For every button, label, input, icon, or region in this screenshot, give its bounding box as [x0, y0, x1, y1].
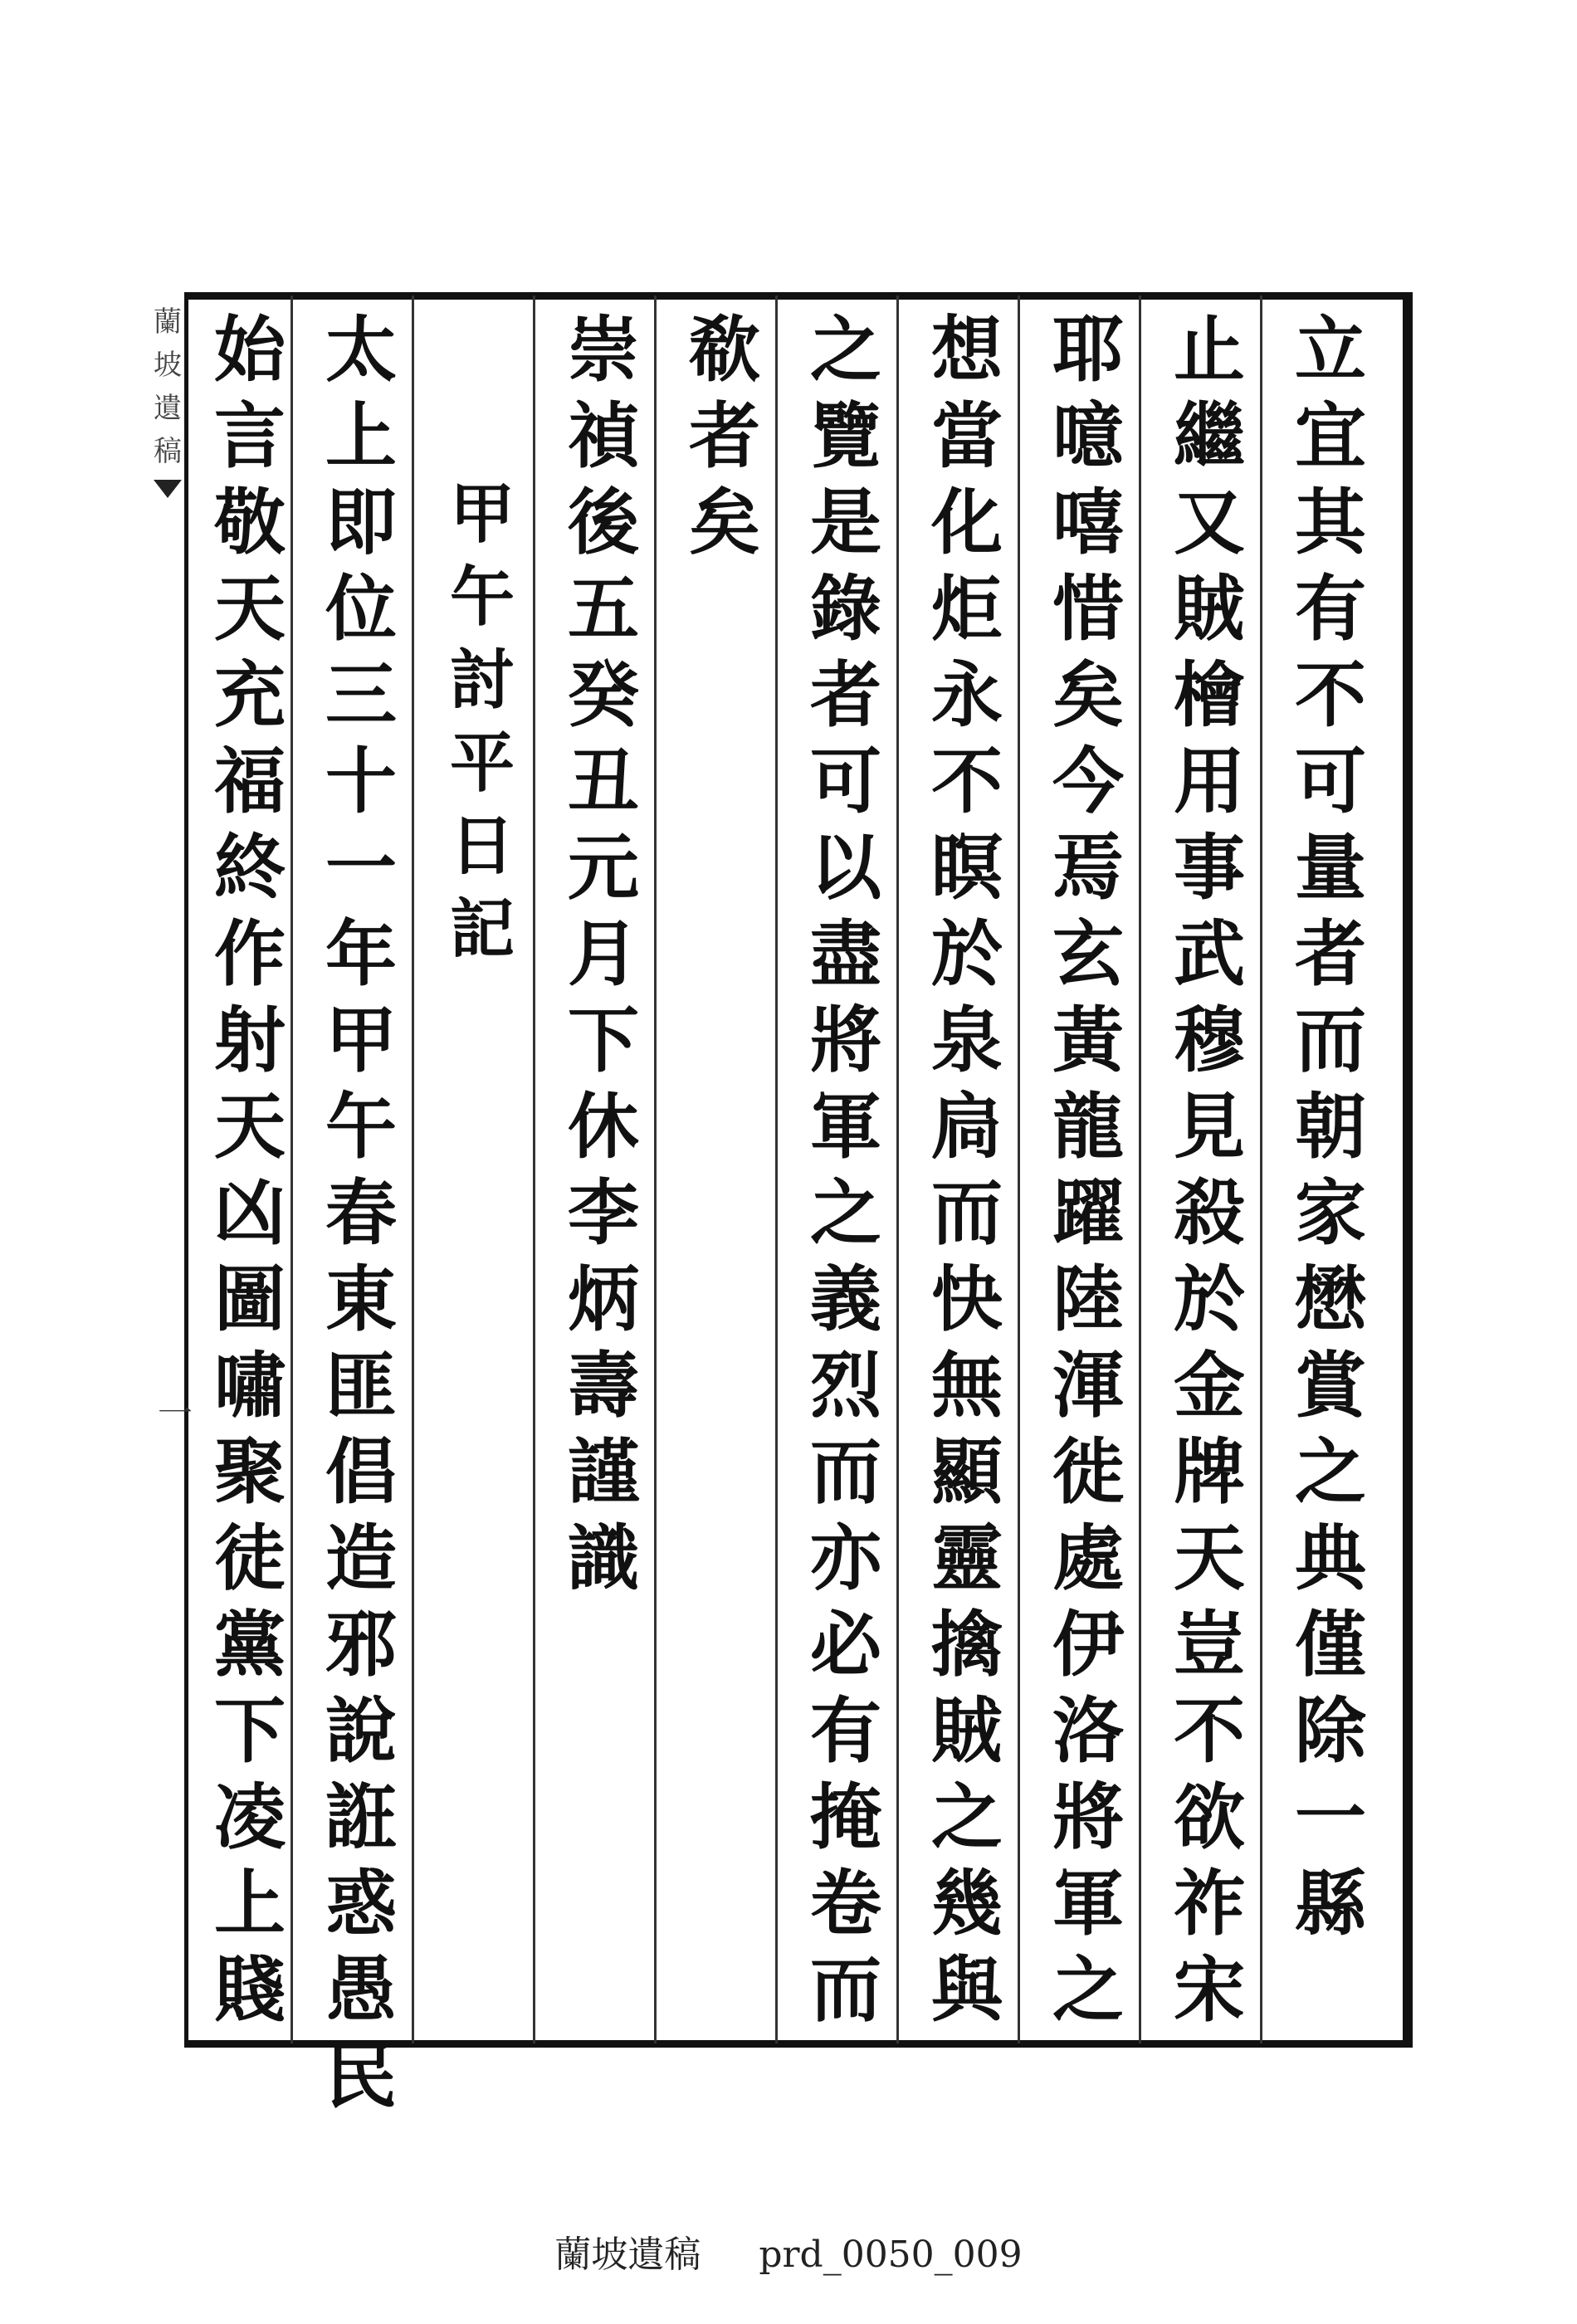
- page-footer: [0, 2224, 1577, 2278]
- column-char: 事: [1174, 826, 1245, 910]
- margin-char: 坡: [154, 349, 182, 382]
- column-char: 休: [568, 1085, 639, 1169]
- column-char: 而: [1295, 998, 1366, 1082]
- column-char: 朝: [1295, 1085, 1366, 1169]
- column-char: 凌: [214, 1775, 286, 1859]
- column-char: 嘻: [1052, 481, 1124, 564]
- column-char: 典: [1295, 1516, 1366, 1600]
- text-column-2: [1147, 307, 1272, 2034]
- margin-char: 稿: [154, 435, 182, 468]
- column-char: 終: [214, 826, 286, 910]
- column-char: 後: [568, 481, 639, 564]
- column-char: 與: [931, 1948, 1003, 2032]
- column-char: 者: [1295, 912, 1366, 996]
- column-char: 炳: [568, 1257, 639, 1341]
- column-char: 之: [810, 308, 881, 392]
- text-column-5: [784, 307, 908, 2034]
- column-char: 量: [1295, 826, 1366, 910]
- column-char: 於: [931, 912, 1003, 996]
- column-char: 下: [214, 1689, 286, 1773]
- column-char: 渾: [1052, 1344, 1124, 1428]
- column-char: 五: [568, 567, 639, 651]
- column-char: 李: [568, 1171, 639, 1255]
- column-char: 縣: [1295, 1862, 1366, 1946]
- text-column-1: [1268, 307, 1393, 1947]
- column-char: 卷: [810, 1862, 881, 1946]
- column-char: 凶: [214, 1171, 286, 1255]
- column-char: 除: [1295, 1689, 1366, 1773]
- column-char: 化: [931, 481, 1003, 564]
- column-char: 春: [325, 1171, 397, 1255]
- column-char: 不: [1295, 653, 1366, 737]
- text-column-9: [299, 307, 423, 2120]
- column-char: 徒: [214, 1516, 286, 1600]
- column-char: 甲: [325, 998, 397, 1082]
- column-char: 天: [214, 567, 286, 651]
- column-char: 記: [449, 891, 515, 967]
- column-char: 惑: [325, 1862, 397, 1946]
- column-char: 立: [1295, 308, 1366, 392]
- column-char: 永: [931, 653, 1003, 737]
- column-char: 之: [931, 1775, 1003, 1859]
- column-char: 之: [1295, 1430, 1366, 1514]
- column-char: 顯: [931, 1430, 1003, 1514]
- column-char: 金: [1174, 1344, 1245, 1428]
- column-char: 掩: [810, 1775, 881, 1859]
- column-char: 下: [568, 998, 639, 1082]
- column-char: 射: [214, 998, 286, 1082]
- column-char: 武: [1174, 912, 1245, 996]
- column-char: 黨: [214, 1603, 286, 1687]
- footer-code: prd_0050_009: [759, 2234, 1023, 2276]
- column-char: 上: [214, 1862, 286, 1946]
- column-char: 午: [449, 559, 515, 635]
- column-char: 瞑: [931, 826, 1003, 910]
- footer-title: 蘭坡遺稿: [554, 2234, 701, 2276]
- margin-char: 蘭: [154, 305, 182, 339]
- column-char: 一: [325, 826, 397, 910]
- column-char: 賊: [1174, 567, 1245, 651]
- column-char: 見: [1174, 1085, 1245, 1169]
- column-char: 繼: [1174, 394, 1245, 478]
- column-char: 壽: [568, 1344, 639, 1428]
- column-char: 十: [325, 740, 397, 823]
- column-char: 天: [214, 1085, 286, 1169]
- column-char: 邪: [325, 1603, 397, 1687]
- column-char: 龍: [1052, 1085, 1124, 1169]
- column-char: 民: [325, 2034, 397, 2118]
- column-char: 檜: [1174, 653, 1245, 737]
- column-char: 錄: [810, 567, 881, 651]
- column-char: 元: [568, 826, 639, 910]
- column-char: 焉: [1052, 826, 1124, 910]
- leaf-number: 一: [158, 1393, 193, 1433]
- column-char: 而: [810, 1430, 881, 1514]
- column-char: 禎: [568, 394, 639, 478]
- column-char: 賤: [214, 1948, 286, 2032]
- column-char: 丑: [568, 740, 639, 823]
- column-char: 躍: [1052, 1171, 1124, 1255]
- column-char: 宜: [1295, 394, 1366, 478]
- column-char: 覽: [810, 394, 881, 478]
- column-char: 祚: [1174, 1862, 1245, 1946]
- column-char: 造: [325, 1516, 397, 1600]
- column-char: 匪: [325, 1344, 397, 1428]
- column-char: 又: [1174, 481, 1245, 564]
- column-char: 今: [1052, 740, 1124, 823]
- column-char: 亦: [810, 1516, 881, 1600]
- column-char: 玄: [1052, 912, 1124, 996]
- column-char: 快: [931, 1257, 1003, 1341]
- column-char: 敬: [214, 481, 286, 564]
- column-char: 說: [325, 1689, 397, 1773]
- column-char: 伊: [1052, 1603, 1124, 1687]
- column-char: 是: [810, 481, 881, 564]
- text-column-3: [1026, 307, 1150, 2034]
- column-char: 者: [810, 653, 881, 737]
- column-char: 上: [325, 394, 397, 478]
- column-char: 耶: [1052, 308, 1124, 392]
- column-char: 者: [689, 394, 760, 478]
- column-char: 有: [1295, 567, 1366, 651]
- column-char: 東: [325, 1257, 397, 1341]
- column-char: 午: [325, 1085, 397, 1169]
- column-char: 賊: [931, 1689, 1003, 1773]
- column-char: 靈: [931, 1516, 1003, 1600]
- column-char: 一: [1295, 1775, 1366, 1859]
- column-char: 豈: [1174, 1603, 1245, 1687]
- column-char: 之: [1052, 1948, 1124, 2032]
- column-char: 不: [1174, 1689, 1245, 1773]
- column-char: 懋: [1295, 1257, 1366, 1341]
- column-char: 月: [568, 912, 639, 996]
- column-char: 可: [810, 740, 881, 823]
- column-char: 三: [325, 653, 397, 737]
- column-char: 僅: [1295, 1603, 1366, 1687]
- column-char: 年: [325, 912, 397, 996]
- column-char: 太: [325, 308, 397, 392]
- column-char: 義: [810, 1257, 881, 1341]
- column-char: 聚: [214, 1430, 286, 1514]
- text-column-6: [662, 307, 787, 566]
- column-char: 之: [810, 1171, 881, 1255]
- column-char: 用: [1174, 740, 1245, 823]
- column-char: 必: [810, 1603, 881, 1687]
- column-char: 圖: [214, 1257, 286, 1341]
- column-char: 討: [449, 642, 515, 718]
- column-char: 黃: [1052, 998, 1124, 1082]
- column-char: 甲: [449, 476, 515, 552]
- column-char: 有: [810, 1689, 881, 1773]
- column-char: 福: [214, 740, 286, 823]
- column-char: 言: [214, 394, 286, 478]
- column-char: 賞: [1295, 1344, 1366, 1428]
- column-char: 軍: [810, 1085, 881, 1169]
- column-char: 泉: [931, 998, 1003, 1082]
- column-char: 平: [449, 725, 515, 801]
- column-char: 癸: [568, 653, 639, 737]
- column-char: 欷: [689, 308, 760, 392]
- column-char: 炬: [931, 567, 1003, 651]
- column-char: 日: [449, 808, 515, 884]
- column-char: 殺: [1174, 1171, 1245, 1255]
- column-char: 將: [810, 998, 881, 1082]
- column-char: 即: [325, 481, 397, 564]
- text-column-8: [420, 473, 544, 971]
- text-column-4: [905, 307, 1029, 2034]
- column-char: 徙: [1052, 1430, 1124, 1514]
- column-char: 止: [1174, 308, 1245, 392]
- column-char: 始: [214, 308, 286, 392]
- column-char: 將: [1052, 1775, 1124, 1859]
- column-char: 矣: [1052, 653, 1124, 737]
- column-char: 家: [1295, 1171, 1366, 1255]
- column-char: 崇: [568, 308, 639, 392]
- column-char: 謹: [568, 1430, 639, 1514]
- margin-char: 遺: [154, 392, 182, 425]
- column-char: 作: [214, 912, 286, 996]
- column-char: 處: [1052, 1516, 1124, 1600]
- column-char: 軍: [1052, 1862, 1124, 1946]
- text-column-10: [188, 307, 312, 2034]
- column-char: 而: [810, 1948, 881, 2032]
- column-char: 愚: [325, 1948, 397, 2032]
- column-char: 其: [1295, 481, 1366, 564]
- fish-tail-icon: [154, 480, 182, 498]
- column-char: 可: [1295, 740, 1366, 823]
- column-char: 穆: [1174, 998, 1245, 1082]
- column-char: 充: [214, 653, 286, 737]
- column-char: 當: [931, 394, 1003, 478]
- column-char: 烈: [810, 1344, 881, 1428]
- column-char: 欲: [1174, 1775, 1245, 1859]
- column-char: 牌: [1174, 1430, 1245, 1514]
- column-char: 誑: [325, 1775, 397, 1859]
- column-char: 宋: [1174, 1948, 1245, 2032]
- margin-title-strip: [149, 300, 186, 1280]
- column-char: 倡: [325, 1430, 397, 1514]
- column-char: 而: [931, 1171, 1003, 1255]
- column-char: 無: [931, 1344, 1003, 1428]
- column-char: 幾: [931, 1862, 1003, 1946]
- column-char: 想: [931, 308, 1003, 392]
- column-char: 盡: [810, 912, 881, 996]
- column-char: 以: [810, 826, 881, 910]
- column-char: 惜: [1052, 567, 1124, 651]
- column-char: 擒: [931, 1603, 1003, 1687]
- column-char: 嘯: [214, 1344, 286, 1428]
- column-char: 噫: [1052, 394, 1124, 478]
- column-char: 扃: [931, 1085, 1003, 1169]
- column-char: 位: [325, 567, 397, 651]
- column-char: 天: [1174, 1516, 1245, 1600]
- column-char: 陸: [1052, 1257, 1124, 1341]
- column-char: 矣: [689, 481, 760, 564]
- text-column-7: [541, 307, 666, 1602]
- column-char: 不: [931, 740, 1003, 823]
- column-char: 識: [568, 1516, 639, 1600]
- column-char: 洛: [1052, 1689, 1124, 1773]
- column-char: 於: [1174, 1257, 1245, 1341]
